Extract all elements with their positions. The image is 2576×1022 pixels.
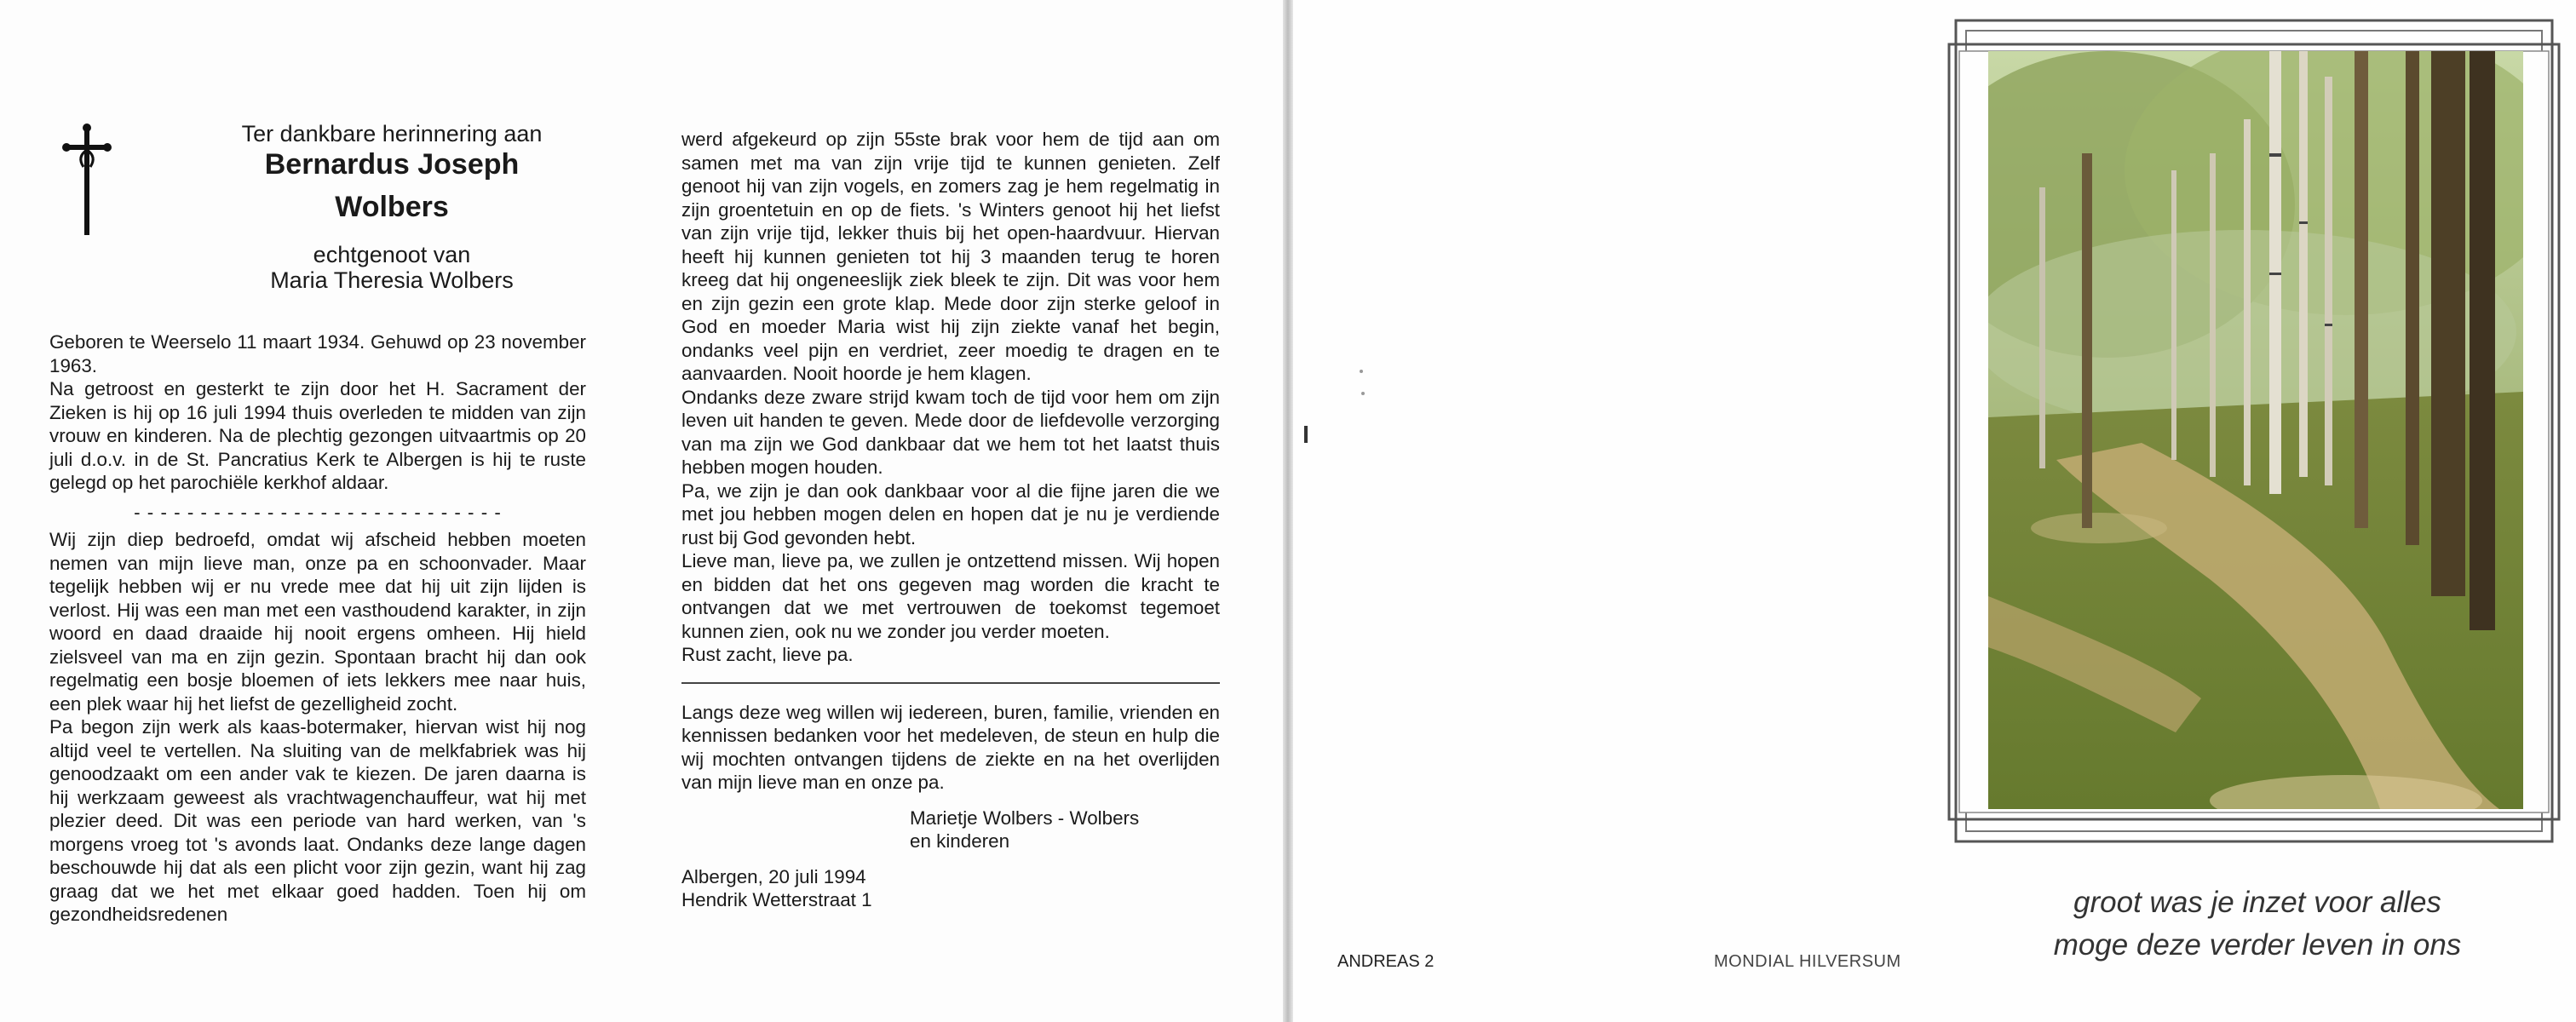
place-date: Albergen, 20 juli 1994 — [681, 865, 866, 887]
signature-family: en kinderen — [910, 830, 1010, 852]
tribute-paragraph-6: Lieve man, lieve pa, we zullen je ontzettend missen. Wij hopen en bidden dat het ons gegeven mag worden die kracht te ontvangen dat we met vertrouwen de toekomst tegemoet kunnen zien, ook nu we zonder jou verder moeten. — [681, 550, 1220, 642]
deceased-name-line1: Bernardus Joseph — [264, 148, 520, 181]
tribute-paragraph-3: werd afgekeurd op zijn 55ste brak voor hem de tijd aan om samen met ma van zijn vrije tijd te kunnen genieten. Zelf genoot hij van zijn vogels, en zomers zag je hem regelmatig in zijn groentetuin en op de fiets. 's Winters genoot hij het liefst van zijn vrije tijd, lekker thuis bij het open-haardvuur. Hiervan heeft hij kunnen genieten tot hij 3 maanden terug te horen kreeg dat hij ongeneeslijk ziek bleek te zijn. Dit was voor hem en zijn gezin een grote klap. Mede door zijn sterke geloof in God en moeder Maria wist hij zijn ziekte vanaf het begin, ondanks veel pijn en verdriet, zeer moedig te dragen en te aanvaarden. Nooit hoorde je hem klagen. — [681, 129, 1220, 384]
birth-marriage-paragraph: Geboren te Weerselo 11 maart 1934. Gehuwd op 23 november 1963. — [49, 331, 586, 376]
thanks-paragraph: Langs deze weg willen wij iedereen, buren, familie, vrienden en kennissen bedanken voor het medeleven, de steun en hulp die wij mochten ontvangen tijdens de ziekte en na het overlijden van mijn lieve man en onze pa. — [681, 701, 1220, 793]
deceased-name-line2: Wolbers — [335, 191, 449, 223]
tribute-paragraph-5: Pa, we zijn je dan ook dankbaar voor al die fijne jaren die we met jou hebben mogen delen en hopen dat je nu je verdiende rust bij God gevonden hebt. — [681, 479, 1220, 548]
poem-line-2: moge deze verder leven in ons — [2053, 928, 2462, 962]
poem-line-1: groot was je inzet voor alles — [2073, 886, 2441, 919]
death-funeral-paragraph: Na getroost en gesterkt te zijn door het H. Sacrament der Zieken is hij op 16 juli 1994 thuis overleden te midden van zijn vrouw en kinderen. Na de plechtig gezongen uitvaartmis op 20 juli d.o.v. in de St. Pancratius Kerk te Albergen is hij te ruste gelegd op het parochiële kerkhof aldaar. — [49, 378, 586, 493]
tribute-paragraph-2: Pa begon zijn werk als kaas-botermaker, hiervan wist hij nog altijd veel te vertellen. Na sluiting van de melkfabriek was hij genoodzaakt om een ander vak te kiezen. De jaren daarna is hij werkzaam geweest als vrachtwagenchauffeur, wat hij met plezier deed. Dit was een periode van hard werken, van 's morgens vroeg tot 's avonds laat. Ondanks deze lange dagen beschouwde hij dat als een plicht voor zijn gezin, want hij zag graag dat we het met elkaar goed hadden. Toen hij om gezondheidsredenen — [49, 716, 586, 925]
spouse-intro: echtgenoot van — [313, 242, 471, 267]
tribute-paragraph-4: Ondanks deze zware strijd kwam toch de tijd voor hem om zijn leven uit handen te geven. Mede door de liefdevolle verzorging van ma zijn we God dankbaar dat we hem tot het laatst thuis hebben mogen houden. — [681, 386, 1220, 478]
spouse-name: Maria Theresia Wolbers — [270, 267, 514, 293]
printer-name: MONDIAL HILVERSUM — [1714, 952, 1901, 971]
forest-path-photo — [1988, 51, 2523, 809]
farewell-line: Rust zacht, lieve pa. — [681, 644, 854, 665]
memorial-intro: Ter dankbare herinnering aan — [241, 121, 543, 146]
address: Hendrik Wetterstraat 1 — [681, 889, 872, 910]
signature-name: Marietje Wolbers - Wolbers — [910, 807, 1140, 829]
dashed-separator: - - - - - - - - - - - - - - - - - - - - - - - - - - - - — [134, 501, 502, 523]
card-code: ANDREAS 2 — [1337, 952, 1435, 971]
tribute-paragraph-1: Wij zijn diep bedroefd, omdat wij afscheid hebben moeten nemen van mijn lieve man, onze pa en schoonvader. Maar tegelijk hebben wij er nu vrede mee dat hij uit zijn lijden is verlost. Hij was een man met een vasthoudend karakter, in zijn woord en daad draaide hij nooit ergens omheen. Hij hield zielsveel van ma en zijn gezin. Spontaan bracht hij dan ook regelmatig een bosje bloemen of iets lekkers mee naar huis, een plek waar hij het liefst de gezelligheid zocht. — [49, 529, 586, 715]
